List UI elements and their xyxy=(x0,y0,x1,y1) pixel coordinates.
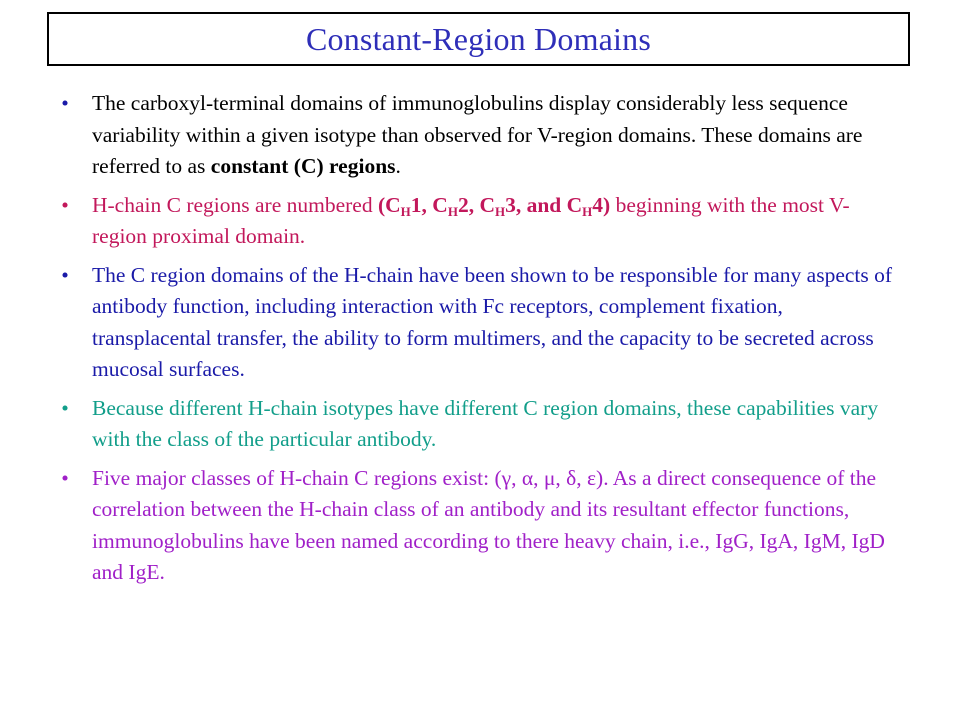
bullet-item-5 xyxy=(57,463,897,589)
bullet-1-end: . xyxy=(395,154,401,178)
bullet-dot-icon: • xyxy=(61,192,69,217)
bullet-5-text: Five major classes of H-chain C regions exist: (γ, α, μ, δ, ε). As a direct consequence of the correlation between the H-chain class of an antibody and its resultant effector functions, immunoglobulins have been named according to there heavy chain, i.e., IgG, IgA, IgM, IgD and IgE. xyxy=(92,465,885,584)
title-box xyxy=(47,12,910,66)
bullet-item-1 xyxy=(57,88,897,183)
bullet-2-domains: ($C_H1$, $C_H2$, $C_H3$, and $C_H4$) xyxy=(377,192,611,219)
bullet-2-text: H-chain C regions are numbered xyxy=(92,192,378,217)
bullet-dot-icon: • xyxy=(61,395,69,420)
bullet-1-bold: constant (C) regions xyxy=(210,154,396,178)
slide-title: Constant-Region Domains xyxy=(305,20,652,57)
bullet-2-end: beginning with the most V-region proximal domain. xyxy=(92,192,850,248)
bullet-dot-icon: • xyxy=(61,465,69,490)
bullet-item-4 xyxy=(57,393,897,456)
bullet-item-2 xyxy=(57,190,897,253)
bullet-4-text: Because different H-chain isotypes have different C region domains, these capabilities vary with the class of the particular antibody. xyxy=(92,395,879,451)
bullet-item-3 xyxy=(57,260,897,386)
bullet-3-text: The C region domains of the H-chain have been shown to be responsible for many aspects of antibody function, including interaction with Fc receptors, complement fixation, transplacental transfer, the ability to form multimers, and the capacity to be secreted across mucosal surfaces. xyxy=(92,262,893,381)
bullet-dot-icon: • xyxy=(61,91,69,115)
bullet-dot-icon: • xyxy=(61,262,69,287)
bullet-1-text: The carboxyl-terminal domains of immunoglobulins display considerably less sequence variability within a given isotype than observed for V-region domains. These domains are referred to as xyxy=(92,91,863,178)
bullet-list xyxy=(57,88,897,596)
